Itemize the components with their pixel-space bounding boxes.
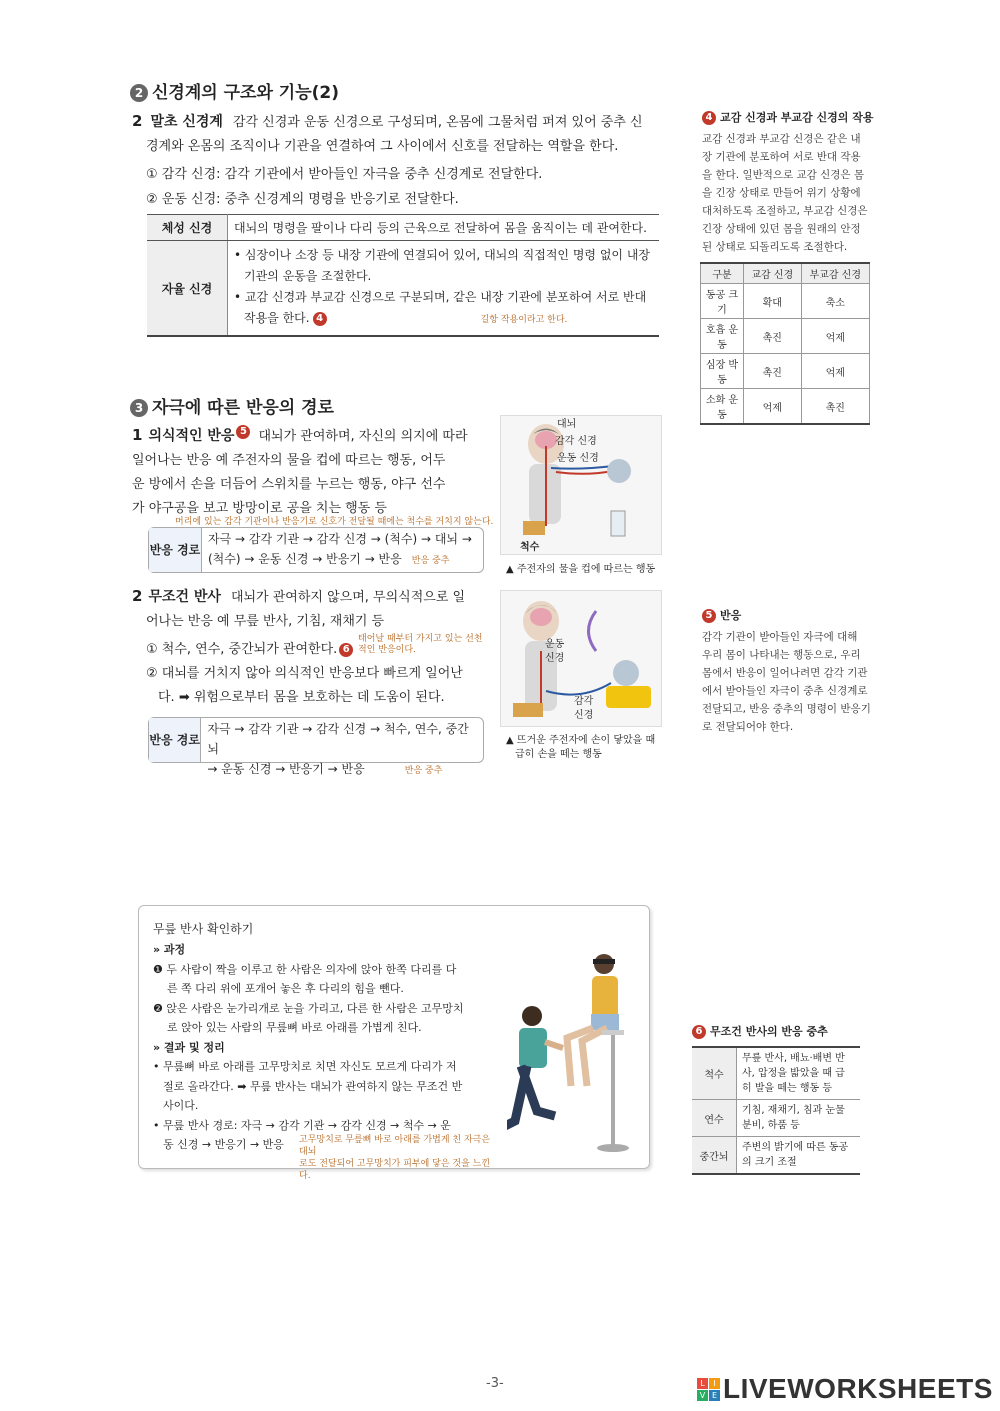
side-note-4-heading <box>702 109 873 125</box>
table-head: 척수 <box>692 1047 737 1100</box>
table-head-autonomic: 자율 신경 <box>147 241 228 337</box>
table-head: 교감 신경 <box>744 263 802 284</box>
conscious-line-1: 대뇌가 관여하며, 자신의 의지에 따라 <box>258 429 468 444</box>
logo-letter: I <box>709 1378 720 1389</box>
cell-line: 분비, 하품 등 <box>742 1120 800 1131</box>
table-cell: 소화 운동 <box>701 389 744 425</box>
reflex-sub-1: ① 척수, 연수, 중간뇌가 관여한다. <box>146 642 338 657</box>
reflex-center-table <box>692 1046 860 1175</box>
table-cell: 동공 크기 <box>701 284 744 319</box>
side-line: 을 한다. 일반적으로 교감 신경은 몸 <box>702 169 865 181</box>
table-cell-autonomic <box>228 241 660 337</box>
result-2a: • 무릎 반사 경로: 자극 → 감각 기관 → 감각 신경 → 척수 → 운 <box>153 1118 451 1132</box>
table-row <box>701 389 870 425</box>
table-cell: 억제 <box>801 319 869 354</box>
cell-line: 기침, 재채기, 침과 눈물 <box>742 1105 845 1116</box>
section-2-item <box>132 109 662 212</box>
fig2-caption-1: ▲ 뜨거운 주전자에 손이 닿았을 때 <box>506 735 656 746</box>
side-line: 에서 받아들인 자극이 중추 신경계로 <box>702 685 868 697</box>
side-line: 을 긴장 상태로 만들어 위기 상황에 <box>702 187 861 199</box>
liveworksheets-logo[interactable] <box>697 1373 993 1405</box>
table-cell: 호흡 운동 <box>701 319 744 354</box>
side-line: 대처하도록 조절하고, 부교감 신경은 <box>702 205 868 217</box>
table-cell <box>737 1137 861 1175</box>
path-line-2: → 운동 신경 → 반응기 → 반응 <box>207 762 365 776</box>
cell-line: 주변의 밝기에 따른 동공 <box>742 1142 849 1153</box>
side-note-5-title: 반응 <box>720 609 742 622</box>
reflex-term: 무조건 반사 <box>148 589 221 605</box>
result-1a: • 무릎뼈 바로 아래를 고무망치로 치면 자신도 모르게 다리가 저 <box>153 1060 457 1073</box>
reaction-path-box-1 <box>148 527 484 573</box>
table-row <box>147 215 659 241</box>
logo-icon <box>697 1378 720 1401</box>
reflex-line-1: 대뇌가 관여하지 않으며, 무의식적으로 일 <box>230 590 466 605</box>
table-head: 구분 <box>701 263 744 284</box>
footnote-badge: 4 <box>313 312 327 326</box>
result-heading: » 결과 및 정리 <box>153 1040 225 1054</box>
table-cell: 촉진 <box>744 354 802 389</box>
table-row <box>692 1137 860 1175</box>
knee-note-1: 고무망치로 무릎뼈 바로 아래를 가볍게 친 자극은 대뇌 <box>299 1135 491 1157</box>
conscious-line-2: 일어나는 반응 예 주전자의 물을 컵에 따르는 행동, 어두 <box>132 453 446 468</box>
procedure-step-1b: 른 쪽 다리 위에 포개어 놓은 후 다리의 힘을 뺀다. <box>167 982 404 995</box>
fig1-label-spinal: 척수 <box>520 542 540 553</box>
item-desc-2: 경계와 온몸의 조직이나 기관을 연결하여 그 사이에서 신호를 전달하는 역할을 한다. <box>146 139 619 154</box>
cell-line: 의 크기 조절 <box>742 1157 797 1168</box>
conscious-line-3: 운 방에서 손을 더듬어 스위치를 누르는 행동, 야구 선수 <box>132 477 446 492</box>
side-note-badge: 5 <box>702 609 716 623</box>
reflex-sub-2b: 다. ➡ 위험으로부터 몸을 보호하는 데 도움이 된다. <box>158 690 445 705</box>
path-note: 반응 중추 <box>411 556 450 566</box>
autonomic-bullet-1: • 심장이나 소장 등 내장 기관에 연결되어 있어, 대뇌의 직접적인 명령 없이 내장 <box>234 248 651 262</box>
side-note-badge: 6 <box>692 1025 706 1039</box>
table-row <box>692 1047 860 1100</box>
autonomic-bullet-2: • 교감 신경과 부교감 신경으로 구분되며, 같은 내장 기관에 분포하여 서로 반대 <box>234 290 647 304</box>
cell-line: 무릎 반사, 배뇨·배변 반 <box>742 1053 845 1064</box>
item-number: 1 <box>132 426 143 444</box>
table-cell: 억제 <box>801 354 869 389</box>
item-number: 2 <box>132 587 143 605</box>
side-line: 장 기관에 분포하여 서로 반대 작용 <box>702 151 861 163</box>
side-note-6-heading <box>692 1023 828 1039</box>
table-row <box>701 263 870 284</box>
side-line: 몸에서 반응이 일어나려면 감각 기관 <box>702 667 868 679</box>
table-row <box>692 1100 860 1137</box>
table-row <box>701 354 870 389</box>
table-cell: 심장 박동 <box>701 354 744 389</box>
fig2-label-sensory: 감각 신경 <box>574 696 594 721</box>
reaction-path-box-2 <box>148 717 484 776</box>
conscious-reaction <box>132 423 492 521</box>
path-label: 반응 경로 <box>149 718 201 762</box>
logo-letter: L <box>697 1378 708 1389</box>
fig1-label-cerebrum: 대뇌 <box>557 419 577 430</box>
experiment-text <box>153 940 503 1155</box>
item-number: 2 <box>132 112 143 130</box>
table-cell: 촉진 <box>744 319 802 354</box>
side-note-5-text <box>702 628 877 736</box>
fig1-caption: ▲ 주전자의 물을 컵에 따르는 행동 <box>506 564 656 575</box>
section-2-heading <box>130 78 339 103</box>
conscious-term: 의식적인 반응 <box>148 428 235 444</box>
sub-item-sensory: ① 감각 신경: 감각 기관에서 받아들인 자극을 중추 신경계로 전달한다. <box>146 167 543 182</box>
experiment-box <box>138 905 650 1181</box>
footnote-badge: 6 <box>339 643 353 657</box>
table-head: 중간뇌 <box>692 1137 737 1175</box>
cell-line: 히 발을 떼는 행동 등 <box>742 1083 832 1094</box>
procedure-step-2: ❷ 앉은 사람은 눈가리개로 눈을 가리고, 다른 한 사람은 고무망치 <box>153 1001 464 1015</box>
result-1b: 절로 올라간다. ➡ 무릎 반사는 대뇌가 관여하지 않는 무조건 반 <box>163 1079 463 1093</box>
table-row <box>701 319 870 354</box>
fig2-caption-2: 급히 손을 떼는 행동 <box>515 749 602 760</box>
table-cell: 확대 <box>744 284 802 319</box>
path-content <box>202 528 478 572</box>
cell-line: 사, 압정을 밟았을 때 급 <box>742 1068 845 1079</box>
result-2b: 동 신경 → 반응기 → 반응 <box>163 1138 284 1151</box>
path-line-1: 자극 → 감각 기관 → 감각 신경 → 척수, 연수, 중간뇌 <box>207 722 469 756</box>
side-note-4-text <box>702 130 877 256</box>
head-sense-note: 머리에 있는 감각 기관이나 반응기로 신호가 전달될 때에는 척수를 거치지 않는다. <box>175 517 494 527</box>
section-number-badge: 3 <box>130 399 148 417</box>
procedure-step-2b: 로 앉아 있는 사람의 무릎뼈 바로 아래를 가볍게 친다. <box>167 1021 422 1034</box>
item-desc-1: 감각 신경과 운동 신경으로 구성되며, 온몸에 그물처럼 퍼져 있어 중추 신 <box>232 115 643 130</box>
fig2-label-motor: 운동 신경 <box>545 639 565 664</box>
section-3-heading <box>130 393 334 418</box>
table-head-somatic: 체성 신경 <box>147 215 228 241</box>
experiment-title: 무릎 반사 확인하기 <box>153 922 254 936</box>
logo-letter: E <box>709 1390 720 1401</box>
table-row <box>701 284 870 319</box>
table-cell <box>737 1047 861 1100</box>
fig1-label-motor: 운동 신경 <box>557 453 599 464</box>
path-content <box>201 718 483 776</box>
side-line: 긴장 상태에 있던 몸을 원래의 안정 <box>702 223 861 235</box>
sub-item-motor: ② 운동 신경: 중추 신경계의 명령을 반응기로 전달한다. <box>146 192 459 207</box>
side-note-5-heading <box>702 607 741 623</box>
logo-letter: V <box>697 1390 708 1401</box>
brand-name: LIVEWORKSHEETS <box>723 1373 993 1404</box>
path-line-1: 자극 → 감각 기관 → 감각 신경 → (척수) → 대뇌 → <box>208 532 472 546</box>
nerve-table <box>147 214 659 337</box>
knee-note-2: 로도 전달되어 고무망치가 피부에 닿은 것을 느낀다. <box>299 1159 491 1181</box>
side-line: 우리 몸이 나타내는 행동으로, 우리 <box>702 649 861 661</box>
table-head: 부교감 신경 <box>801 263 869 284</box>
section-2-title: 신경계의 구조와 기능(2) <box>152 83 340 103</box>
innate-note: 태어날 때부터 가지고 있는 선천적인 반응이다. <box>358 634 483 655</box>
antagonism-note: 길항 작용이라고 한다. <box>480 315 568 325</box>
knee-reflex-photo <box>507 946 637 1161</box>
table-cell: 촉진 <box>801 389 869 425</box>
autonomic-bullet-1b: 기관의 운동을 조절한다. <box>244 269 372 283</box>
table-cell-somatic: 대뇌의 명령을 팔이나 다리 등의 근육으로 전달하여 몸을 움직이는 데 관여한다. <box>228 215 660 241</box>
autonomic-bullet-2b: 작용을 한다. <box>244 311 310 325</box>
reflex-sub-2a: ② 대뇌를 거치지 않아 의식적인 반응보다 빠르게 일어난 <box>146 666 463 681</box>
page-number: -3- <box>486 1376 504 1391</box>
section-number-badge: 2 <box>130 84 148 102</box>
path-line-2: (척수) → 운동 신경 → 반응기 → 반응 <box>208 552 402 566</box>
side-line: 전달되고, 반응 중추의 명령이 반응기 <box>702 703 871 715</box>
section-3-title: 자극에 따른 반응의 경로 <box>152 398 334 418</box>
side-note-4-title: 교감 신경과 부교감 신경의 작용 <box>720 111 874 124</box>
conscious-line-4: 가 야구공을 보고 방망이로 공을 치는 행동 등 <box>132 501 387 516</box>
table-row <box>147 241 659 337</box>
sympathetic-table <box>700 262 870 425</box>
table-cell <box>737 1100 861 1137</box>
result-1c: 사이다. <box>163 1099 199 1112</box>
procedure-heading: » 과정 <box>153 943 186 956</box>
path-label: 반응 경로 <box>149 528 202 572</box>
table-cell: 억제 <box>744 389 802 425</box>
side-line: 교감 신경과 부교감 신경은 같은 내 <box>702 133 861 145</box>
table-head: 연수 <box>692 1100 737 1137</box>
side-line: 감각 기관이 받아들인 자극에 대해 <box>702 631 858 643</box>
knee-note <box>299 1134 499 1182</box>
fig1-label-sensory: 감각 신경 <box>555 436 597 447</box>
path-note: 반응 중추 <box>404 766 443 776</box>
side-line: 된 상태로 되돌리도록 조절한다. <box>702 241 848 253</box>
table-cell: 축소 <box>801 284 869 319</box>
side-line: 로 전달되어야 한다. <box>702 721 794 733</box>
reflex-line-2: 어나는 반응 예 무릎 반사, 기침, 재채기 등 <box>146 614 385 629</box>
procedure-step-1: ❶ 두 사람이 짝을 이루고 한 사람은 의자에 앉아 한쪽 다리를 다 <box>153 962 457 976</box>
footnote-badge: 5 <box>236 425 250 439</box>
side-note-6-title: 무조건 반사의 반응 중추 <box>710 1025 828 1038</box>
side-note-badge: 4 <box>702 111 716 125</box>
item-term: 말초 신경계 <box>150 114 223 130</box>
